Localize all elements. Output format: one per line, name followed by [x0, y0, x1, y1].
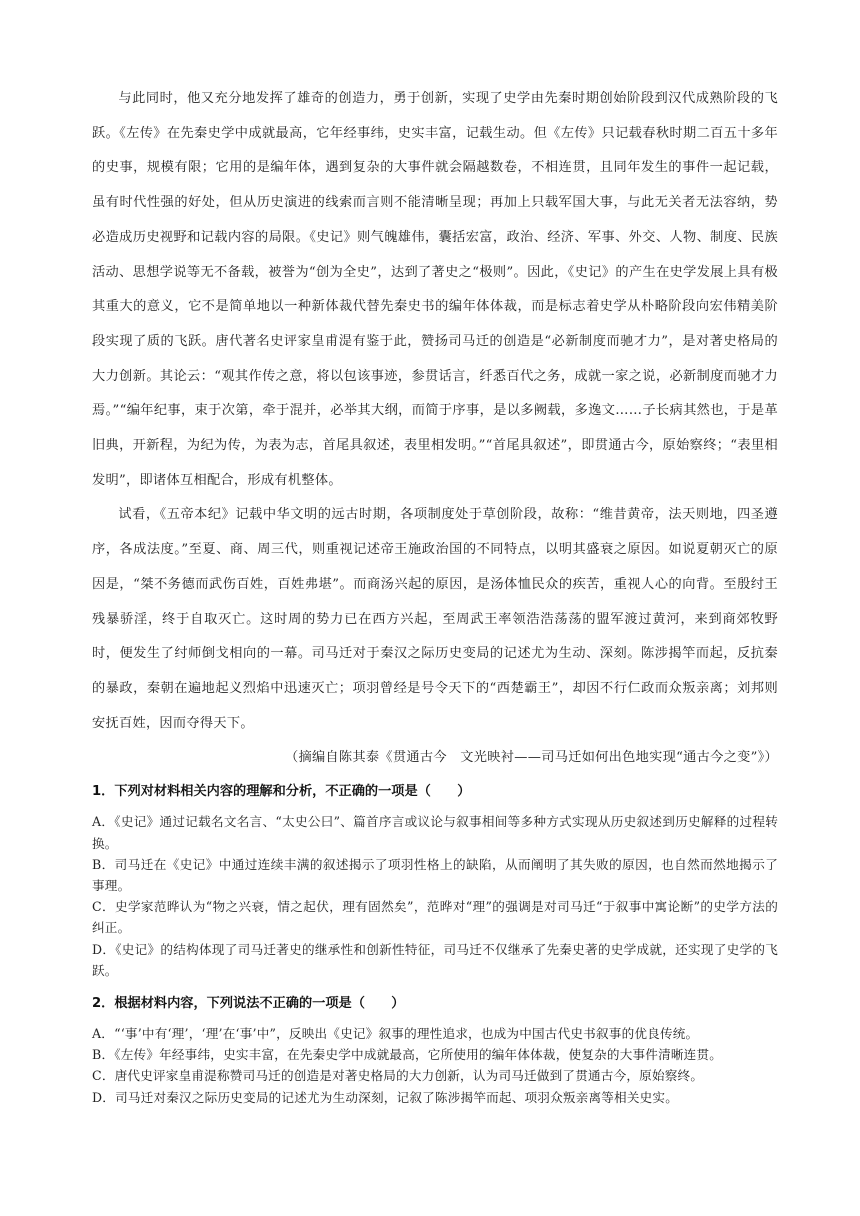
question-1-option-a: A．《史记》通过记载名文名言、“太史公曰”、篇首序言或议论与叙事相间等多种方式实现从历史叙述到历史解释的过程转换。: [92, 814, 778, 851]
question-1-stem: 1．下列对材料相关内容的理解和分析，不正确的一项是（ ）: [92, 784, 471, 800]
exam-page: [92, 82, 778, 1108]
question-2: [92, 993, 778, 1108]
question-1: [92, 781, 778, 981]
passage-paragraph-2: 试看，《五帝本纪》记载中华文明的远古时期，各项制度处于草创阶段，故称：“维昔黄帝，法天则地，四圣遵序，各成法度。”至夏、商、周三代，则重视记述帝王施政治国的不同特点，以明其盛衰之原因。如说夏朝灭亡的原因是，“桀不务德而武伤百姓，百姓弗堪”。而商汤兴起的原因，是汤体恤民众的疾苦，重视人心的向背。至殷纣王残暴骄淫，终于自取灭亡。这时周的势力已在西方兴起，至周武王率领浩浩荡荡的盟军渡过黄河，来到商郊牧野时，便发生了纣师倒戈相向的一幕。司马迁对于秦汉之际历史变局的记述尤为生动、深刻。陈涉揭竿而起，反抗秦的暴政，秦朝在遍地起义烈焰中迅速灭亡；项羽曾经是号令天下的“西楚霸王”，却因不行仁政而众叛亲离；刘邦则安抚百姓，因而夺得天下。: [92, 507, 778, 731]
question-2-option-a: A．“‘事’中有‘理’，‘理’在‘事’中”，反映出《史记》叙事的理性追求，也成为中国古代史书叙事的优良传统。: [92, 1025, 699, 1041]
question-1-options: [92, 811, 778, 981]
question-2-stem: 2．根据材料内容，下列说法不正确的一项是（ ）: [92, 995, 405, 1011]
question-1-option-b: B．司马迁在《史记》中通过连续丰满的叙述揭示了项羽性格上的缺陷，从而阐明了其失败的原因，也自然而然地揭示了事理。: [92, 856, 778, 893]
question-2-option-d: D．司马迁对秦汉之际历史变局的记述尤为生动深刻，记叙了陈涉揭竿而起、项羽众叛亲离等相关史实。: [92, 1089, 679, 1105]
question-1-option-c: C．史学家范晔认为“物之兴衰，情之起伏，理有固然矣”，范晔对“理”的强调是对司马迁“于叙事中寓论断”的史学方法的纠正。: [92, 899, 778, 936]
question-2-options: [92, 1023, 778, 1108]
question-2-option-c: C．唐代史评家皇甫湜称赞司马迁的创造是对著史格局的大力创新，认为司马迁做到了贯通古今，原始察终。: [92, 1068, 704, 1084]
passage-source: （摘编自陈其泰《贯通古今 文光映衬——司马迁如何出色地实现“通古今之变”》）: [284, 750, 778, 766]
question-2-option-b: B．《左传》年经事纬，史实丰富，在先秦史学中成就最高，它所使用的编年体体裁，使复杂的大事件清晰连贯。: [92, 1047, 723, 1063]
question-1-option-d: D．《史记》的结构体现了司马迁著史的继承性和创新性特征，司马迁不仅继承了先秦史著的史学成就，还实现了史学的飞跃。: [92, 941, 778, 978]
passage-paragraph-1: 与此同时，他又充分地发挥了雄奇的创造力，勇于创新，实现了史学由先秦时期创始阶段到汉代成熟阶段的飞跃。《左传》在先秦史学中成就最高，它年经事纬，史实丰富，记载生动。但《左传》只记载春秋时期二百五十多年的史事，规模有限；它用的是编年体，遇到复杂的大事件就会隔越数卷，不相连贯，且同年发生的事件一起记载，虽有时代性强的好处，但从历史演进的线索而言则不能清晰呈现；再加上只载军国大事，与此无关者无法容纳，势必造成历史视野和记载内容的局限。《史记》则气魄雄伟，囊括宏富，政治、经济、军事、外交、人物、制度、民族活动、思想学说等无不备载，被誉为“创为全史”，达到了著史之“极则”。因此，《史记》的产生在史学发展上具有极其重大的意义，它不是简单地以一种新体裁代替先秦史书的编年体体裁，而是标志着史学从朴略阶段向宏伟精美阶段实现了质的飞跃。唐代著名史评家皇甫湜有鉴于此，赞扬司马迁的创造是“必新制度而驰才力”，是对著史格局的大力创新。其论云：“观其作传之意，将以包该事迹，参贯话言，纤悉百代之务，成就一家之说，必新制度而驰才力焉。”“编年纪事，束于次第，牵于混并，必举其大纲，而简于序事，是以多阙载，多逸文……子长病其然也，于是革旧典，开新程，为纪为传，为表为志，首尾具叙述，表里相发明。”“首尾具叙述”，即贯通古今，原始察终；“表里相发明”，即诸体互相配合，形成有机整体。: [92, 91, 778, 488]
